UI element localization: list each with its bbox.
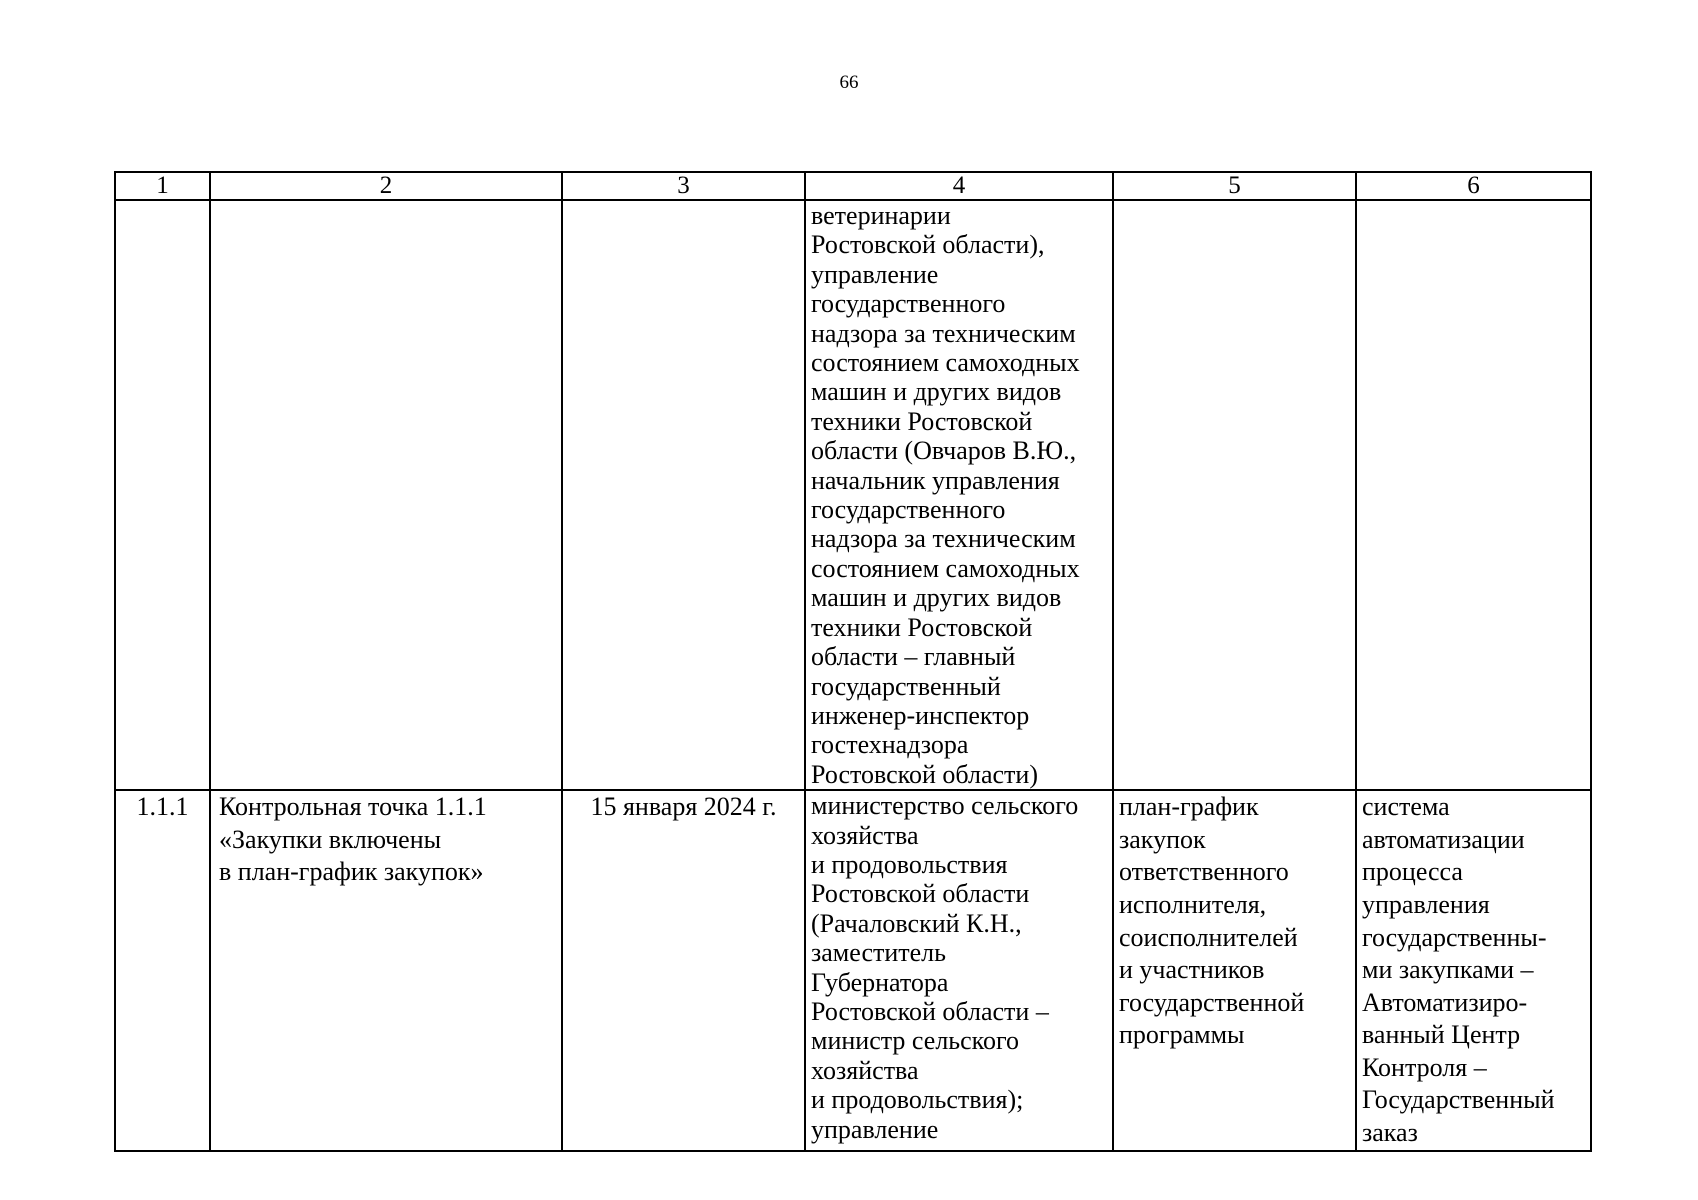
- cell-text: ветеринарии Ростовской области), управление государственного надзора за техническим состоянием самоходных машин и других видов техники Ростовской области (Овчаров В.Ю., начальник управления государственного надзора за техническим состоянием самоходных машин и других видов техники Ростовской области – главный государственный инженер-инспектор гостехнадзора Ростовской области): [811, 201, 1080, 789]
- table-cell: [115, 200, 210, 790]
- cell-text: Контрольная точка 1.1.1 «Закупки включены в план-график закупок»: [219, 792, 487, 887]
- table-cell: [115, 790, 210, 1151]
- cell-text: министерство сельского хозяйства и продовольствия Ростовской области (Рачаловский К.Н., заместитель Губернатора Ростовской области – министр сельского хозяйства и продовольствия); управление: [811, 791, 1079, 1144]
- table-cell: [1113, 200, 1356, 790]
- table-cell: [1356, 790, 1591, 1151]
- header-cell: 1: [115, 172, 210, 200]
- cell-text: 1.1.1: [136, 792, 189, 822]
- table-cell: [562, 200, 805, 790]
- table-header-row: [115, 172, 1591, 200]
- page-number: 66: [839, 72, 859, 93]
- cell-text: 15 января 2024 г.: [590, 792, 777, 822]
- header-cell: 5: [1113, 172, 1356, 200]
- table-row: [115, 200, 1591, 790]
- cell-text: система автоматизации процесса управления государственны- ми закупками – Автоматизиро- ванный Центр Контроля – Государственный заказ: [1362, 792, 1555, 1148]
- header-cell: 6: [1356, 172, 1591, 200]
- table-row: [115, 790, 1591, 1151]
- plan-table: [114, 171, 1592, 1152]
- header-cell: 4: [805, 172, 1113, 200]
- table-cell: [805, 790, 1113, 1151]
- table-cell: [1356, 200, 1591, 790]
- table-cell: [210, 200, 562, 790]
- cell-text: план-график закупок ответственного исполнителя, соисполнителей и участников государственной программы: [1119, 792, 1305, 1050]
- header-cell: 2: [210, 172, 562, 200]
- table-cell: [210, 790, 562, 1151]
- table-cell: [562, 790, 805, 1151]
- table-cell: [805, 200, 1113, 790]
- header-cell: 3: [562, 172, 805, 200]
- table-cell: [1113, 790, 1356, 1151]
